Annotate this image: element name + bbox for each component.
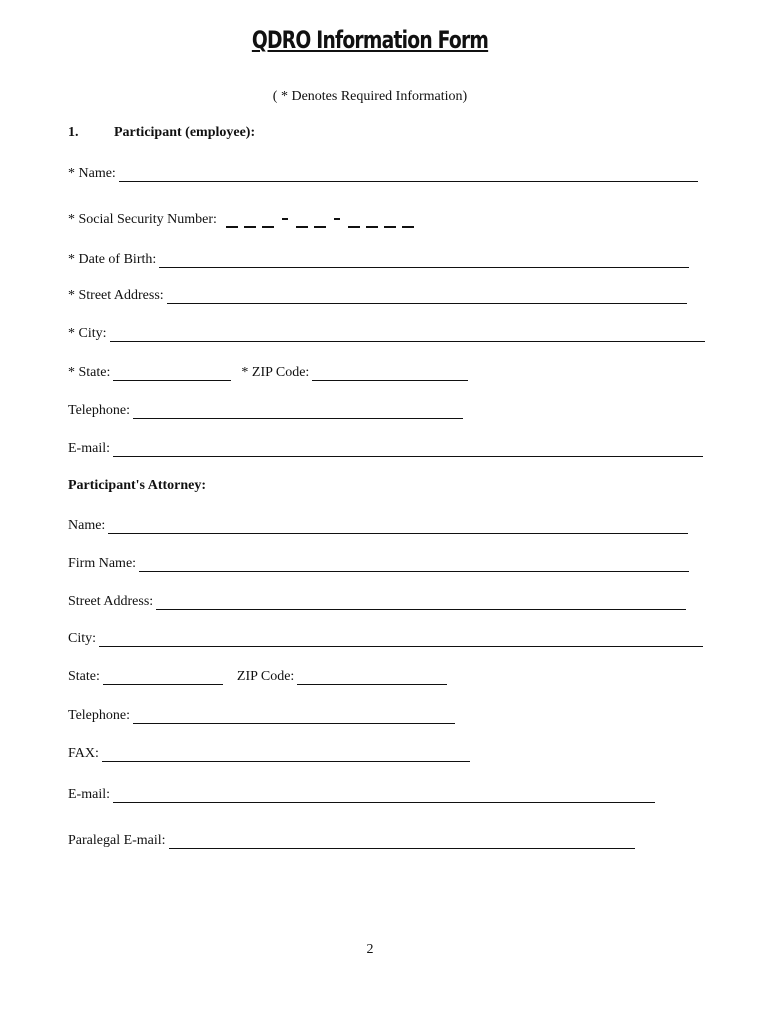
participant-city-row: [68, 322, 705, 342]
participant-street-label: * Street Address:: [68, 288, 164, 303]
attorney-street-label: Street Address:: [68, 594, 154, 609]
attorney-state-label: State:: [68, 669, 100, 684]
participant-telephone-field[interactable]: [133, 404, 463, 419]
section-label: Participant (employee):: [114, 125, 256, 140]
attorney-fax-row: [68, 742, 470, 762]
attorney-firm-field[interactable]: [139, 557, 689, 572]
participant-state-label: * State:: [68, 365, 111, 380]
attorney-zip-label: ZIP Code:: [236, 669, 295, 684]
participant-ssn-row: [68, 208, 420, 228]
participant-zip-label: * ZIP Code:: [241, 365, 310, 380]
attorney-email-label: E-mail:: [68, 787, 110, 802]
participant-street-field[interactable]: [167, 289, 687, 304]
attorney-telephone-label: Telephone:: [68, 708, 130, 723]
attorney-email-row: [68, 783, 655, 803]
attorney-heading: Participant's Attorney:: [68, 478, 207, 493]
required-note: ( * Denotes Required Information): [272, 89, 468, 104]
participant-name-row: [68, 162, 698, 182]
attorney-name-label: Name:: [68, 518, 106, 533]
attorney-name-row: [68, 514, 688, 534]
participant-dob-label: * Date of Birth:: [68, 252, 157, 267]
attorney-telephone-field[interactable]: [133, 709, 455, 724]
participant-dob-field[interactable]: [159, 253, 689, 268]
attorney-email-field[interactable]: [113, 788, 655, 803]
participant-email-row: [68, 437, 703, 457]
attorney-fax-field[interactable]: [102, 747, 470, 762]
participant-state-field[interactable]: [113, 366, 231, 381]
participant-telephone-label: Telephone:: [68, 403, 130, 418]
participant-telephone-row: [68, 399, 463, 419]
section-number: 1.: [68, 125, 79, 140]
attorney-paralegal-email-row: [68, 829, 635, 849]
attorney-state-field[interactable]: [103, 670, 223, 685]
participant-city-label: * City:: [68, 326, 107, 341]
participant-dob-row: [68, 248, 689, 268]
attorney-name-field[interactable]: [108, 519, 688, 534]
participant-city-field[interactable]: [110, 327, 705, 342]
attorney-state-zip-row: [68, 665, 447, 685]
attorney-street-field[interactable]: [156, 595, 686, 610]
participant-ssn-label: * Social Security Number:: [68, 212, 217, 227]
participant-name-field[interactable]: [119, 167, 698, 182]
attorney-city-label: City:: [68, 631, 97, 646]
attorney-fax-label: FAX:: [68, 746, 99, 761]
attorney-paralegal-email-label: Paralegal E-mail:: [68, 833, 166, 848]
participant-ssn-field[interactable]: [226, 214, 420, 228]
participant-state-zip-row: [68, 361, 468, 381]
attorney-street-row: [68, 590, 686, 610]
attorney-city-field[interactable]: [99, 632, 703, 647]
attorney-zip-field[interactable]: [297, 670, 447, 685]
attorney-telephone-row: [68, 704, 455, 724]
attorney-city-row: [68, 627, 703, 647]
attorney-firm-row: [68, 552, 689, 572]
participant-street-row: [68, 284, 687, 304]
form-title: QDRO Information Form: [251, 26, 489, 54]
attorney-paralegal-email-field[interactable]: [169, 834, 635, 849]
attorney-firm-label: Firm Name:: [68, 556, 137, 571]
section-heading: [68, 125, 255, 141]
participant-name-label: * Name:: [68, 166, 116, 181]
participant-email-field[interactable]: [113, 442, 703, 457]
participant-zip-field[interactable]: [312, 366, 468, 381]
participant-email-label: E-mail:: [68, 441, 110, 456]
page-number: 2: [366, 942, 374, 957]
